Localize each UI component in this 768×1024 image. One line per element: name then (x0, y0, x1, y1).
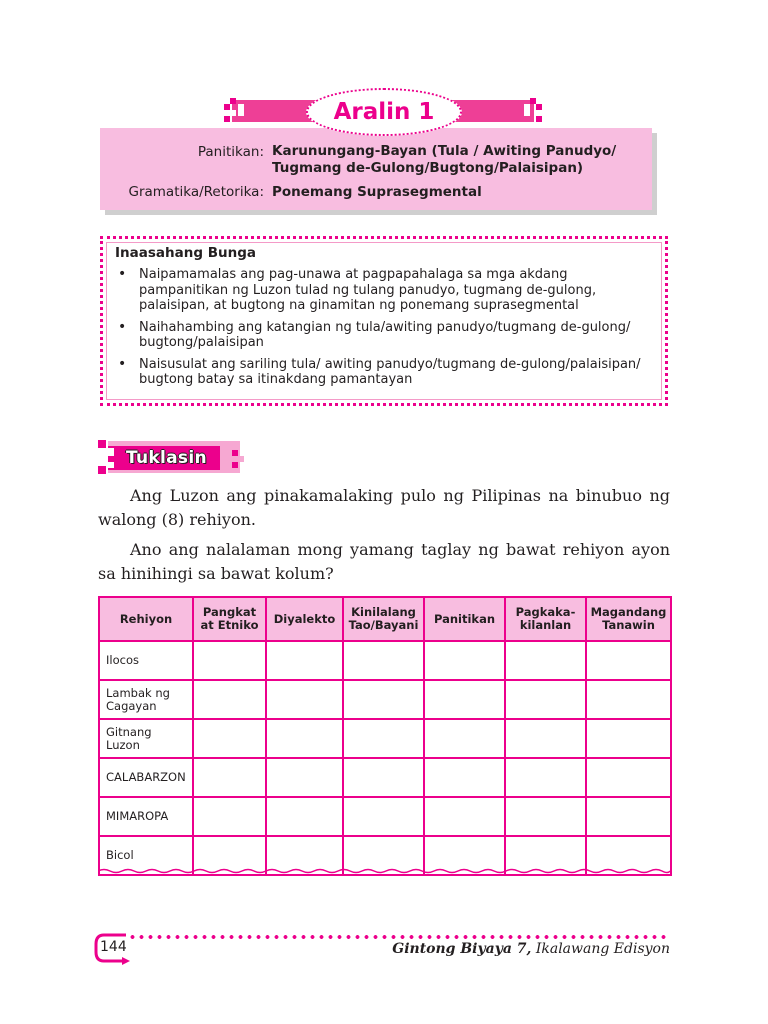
blank-cell[interactable] (586, 680, 671, 719)
expectation-item: • Naipamamalas ang pag-unawa at pagpapahalaga sa mga akdang pampanitikan ng Luzon tulad ng tulang panudyo, tugmang de-gulong, palaisipan, at bugtong na ginamitan ng ponemang suprasegmental (115, 267, 660, 314)
region-cell: Gitnang Luzon (99, 719, 193, 758)
region-cell: MIMAROPA (99, 797, 193, 836)
left-ornament-icon (222, 98, 252, 124)
blank-cell[interactable] (193, 641, 266, 680)
blank-cell[interactable] (505, 758, 586, 797)
table-row (99, 719, 671, 758)
table-row (99, 641, 671, 680)
header-rehiyon: Rehiyon (99, 597, 193, 641)
table-header-row (99, 597, 671, 641)
blank-cell[interactable] (586, 641, 671, 680)
topic-box (100, 128, 652, 210)
blank-cell[interactable] (424, 719, 505, 758)
panitikan-label: Panitikan: (197, 144, 264, 160)
blank-cell[interactable] (266, 758, 343, 797)
blank-cell[interactable] (424, 641, 505, 680)
expectation-item: • Naisusulat ang sariling tula/ awiting panudyo/tugmang de-gulong/palaisipan/ bugtong batay sa itinakdang pamantayan (115, 357, 660, 388)
blank-cell[interactable] (586, 719, 671, 758)
blank-cell[interactable] (424, 758, 505, 797)
table-wavy-edge (98, 868, 670, 876)
header-diyalekto: Diyalekto (266, 597, 343, 641)
section-ornament-icon (98, 440, 124, 474)
blank-cell[interactable] (343, 719, 424, 758)
region-cell: Ilocos (99, 641, 193, 680)
panitikan-line-2: Tugmang de-Gulong/Bugtong/Palaisipan) (272, 160, 584, 176)
blank-cell[interactable] (266, 641, 343, 680)
region-cell: Bicol (99, 836, 193, 875)
blank-cell[interactable] (343, 641, 424, 680)
blank-cell[interactable] (586, 797, 671, 836)
table-row (99, 758, 671, 797)
paragraph-intro: Ang Luzon ang pinakamalaking pulo ng Pilipinas na binubuo ng walong (8) rehiyon. (98, 486, 670, 529)
blank-cell[interactable] (505, 797, 586, 836)
header-tanawin: Magandang Tanawin (586, 597, 671, 641)
header-pangkat: Pangkat at Etniko (193, 597, 266, 641)
header-bayani: Kinilalang Tao/Bayani (343, 597, 424, 641)
panitikan-value (272, 143, 616, 177)
page-number: 144 (100, 939, 127, 955)
footer-book-title (392, 941, 670, 957)
blank-cell[interactable] (266, 797, 343, 836)
region-cell: CALABARZON (99, 758, 193, 797)
region-table (98, 596, 672, 876)
book-edition: Ikalawang Edisyon (535, 941, 670, 957)
blank-cell[interactable] (193, 797, 266, 836)
book-title: Gintong Biyaya 7, (392, 941, 532, 957)
section-title: Tuklasin (126, 448, 207, 468)
expectations-box (100, 236, 668, 406)
blank-cell[interactable] (424, 797, 505, 836)
blank-cell[interactable] (343, 680, 424, 719)
blank-cell[interactable] (586, 758, 671, 797)
blank-cell[interactable] (266, 719, 343, 758)
gramatika-label: Gramatika/Retorika: (128, 184, 264, 200)
lesson-title: Aralin 1 (306, 88, 462, 136)
blank-cell[interactable] (266, 680, 343, 719)
blank-cell[interactable] (505, 641, 586, 680)
expectation-item: • Naihahambing ang katangian ng tula/awiting panudyo/tugmang de-gulong/ bugtong/palaisipan (115, 320, 660, 351)
region-cell: Lambak ng Cagayan (99, 680, 193, 719)
header-panitikan: Panitikan (424, 597, 505, 641)
gramatika-value: Ponemang Suprasegmental (272, 184, 482, 200)
expectations-title: Inaasahang Bunga (115, 245, 256, 261)
blank-cell[interactable] (193, 680, 266, 719)
blank-cell[interactable] (193, 758, 266, 797)
blank-cell[interactable] (505, 719, 586, 758)
section-tail-icon (222, 450, 244, 472)
panitikan-line-1: Karunungang-Bayan (Tula / Awiting Panudyo/ (272, 143, 617, 159)
expectations-list (115, 267, 660, 394)
footer-dotted-line (128, 935, 670, 939)
blank-cell[interactable] (505, 680, 586, 719)
blank-cell[interactable] (343, 758, 424, 797)
table-row (99, 680, 671, 719)
paragraph-question: Ano ang nalalaman mong yamang taglay ng bawat rehiyon ayon sa hinihingi sa bawat kolum? (98, 540, 670, 583)
blank-cell[interactable] (424, 680, 505, 719)
table-row (99, 797, 671, 836)
blank-cell[interactable] (193, 719, 266, 758)
right-ornament-icon (516, 98, 546, 124)
header-pagkakakilanlan: Pagkaka-kilanlan (505, 597, 586, 641)
blank-cell[interactable] (343, 797, 424, 836)
